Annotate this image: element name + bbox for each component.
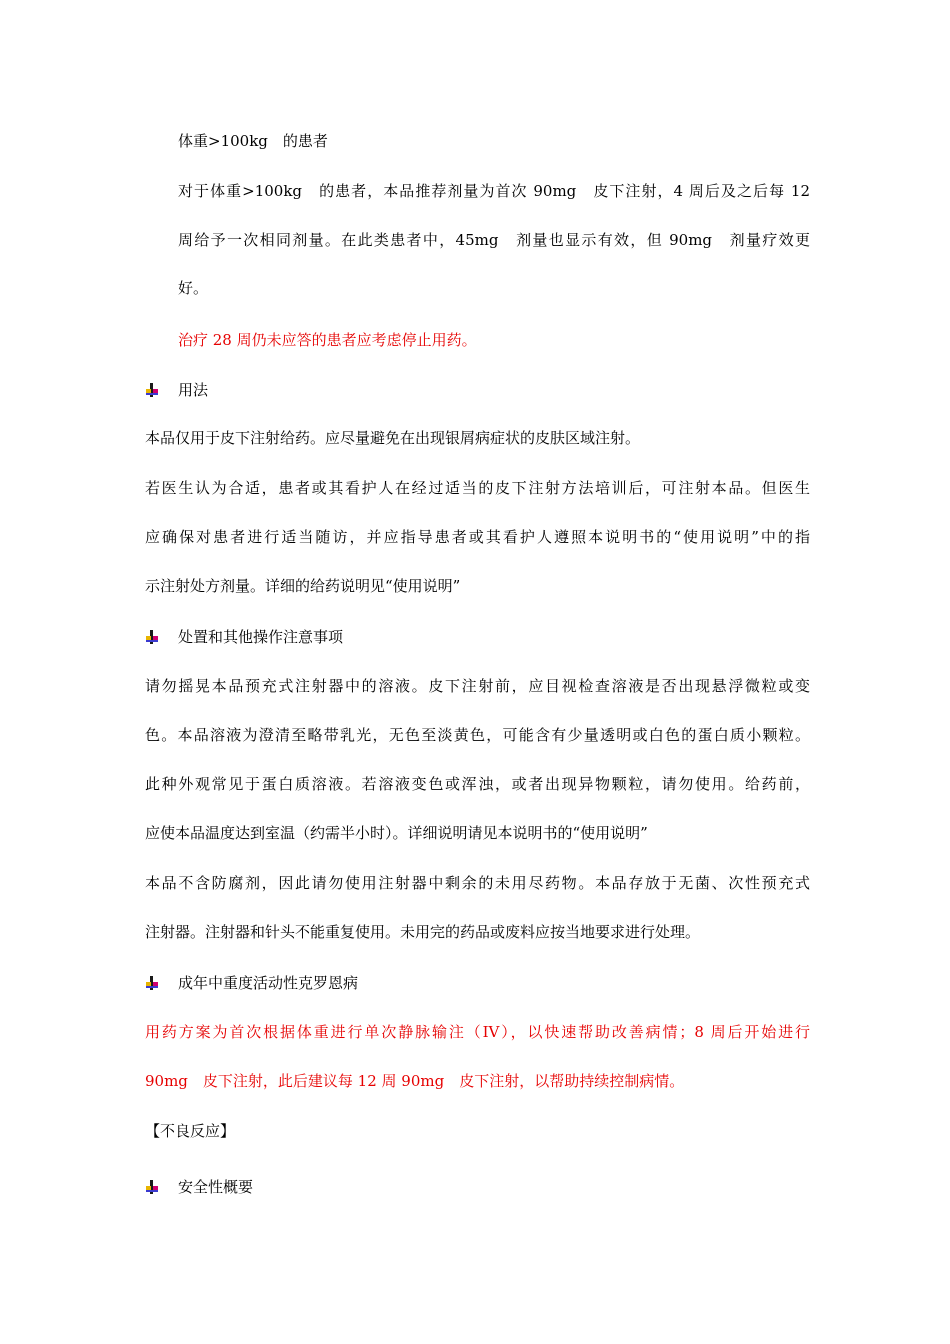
handling-paragraph-line-3: 此种外观常见于蛋白质溶液。若溶液变色或浑浊，或者出现异物颗粒，请勿使用。给药前， [145,775,810,793]
bullet-icon [145,383,159,397]
heading-crohn: 成年中重度活动性克罗恩病 [178,974,359,992]
stop-treatment-note: 治疗 28 周仍未应答的患者应考虑停止用药。 [178,331,477,349]
bullet-icon [145,976,159,990]
section-title-adverse-reactions: 【不良反应】 [145,1122,236,1140]
usage-paragraph-line-3: 示注射处方剂量。详细的给药说明见“使用说明” [145,577,461,595]
handling-paragraph-line-2: 色。本品溶液为澄清至略带乳光，无色至淡黄色，可能含有少量透明或白色的蛋白质小颗粒。 [145,726,810,744]
dosage-paragraph-line-1: 对于体重>100kg 的患者，本品推荐剂量为首次 90mg 皮下注射，4 周后及之后每 12 [178,182,810,200]
bullet-icon [145,630,159,644]
crohn-paragraph-line-2: 90mg 皮下注射，此后建议每 12 周 90mg 皮下注射，以帮助持续控制病情。 [145,1072,685,1090]
bullet-icon [145,1180,159,1194]
dosage-paragraph-line-3: 好。 [178,279,209,297]
usage-line-1: 本品仅用于皮下注射给药。应尽量避免在出现银屑病症状的皮肤区域注射。 [145,429,641,447]
handling-paragraph2-line-1: 本品不含防腐剂，因此请勿使用注射器中剩余的未用尽药物。本品存放于无菌、次性预充式 [145,874,810,892]
heading-handling: 处置和其他操作注意事项 [178,628,344,646]
usage-paragraph-line-1: 若医生认为合适，患者或其看护人在经过适当的皮下注射方法培训后，可注射本品。但医生 [145,479,810,497]
handling-paragraph2-line-2: 注射器。注射器和针头不能重复使用。未用完的药品或废料应按当地要求进行处理。 [145,923,701,941]
heading-usage: 用法 [178,381,209,399]
dosage-paragraph-line-2: 周给予一次相同剂量。在此类患者中，45mg 剂量也显示有效，但 90mg 剂量疗效更 [178,231,810,249]
heading-safety-overview: 安全性概要 [178,1178,254,1196]
subsection-title-weight-over-100kg: 体重>100kg 的患者 [178,132,328,150]
handling-paragraph-line-4: 应使本品温度达到室温（约需半小时）。详细说明请见本说明书的“使用说明” [145,824,648,842]
handling-paragraph-line-1: 请勿摇晃本品预充式注射器中的溶液。皮下注射前，应目视检查溶液是否出现悬浮微粒或变 [145,677,810,695]
crohn-paragraph-line-1: 用药方案为首次根据体重进行单次静脉输注（IV），以快速帮助改善病情；8 周后开始进行 [145,1023,810,1041]
usage-paragraph-line-2: 应确保对患者进行适当随访，并应指导患者或其看护人遵照本说明书的“使用说明”中的指 [145,528,810,546]
